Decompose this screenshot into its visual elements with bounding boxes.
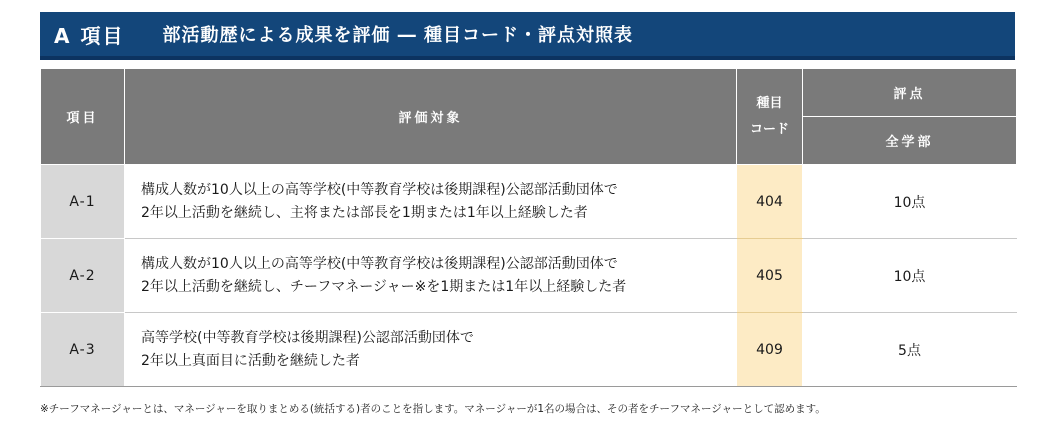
header-target: 評価対象 bbox=[125, 69, 737, 165]
row-score: 10点 bbox=[803, 165, 1017, 239]
row-target bbox=[125, 313, 737, 387]
row-item: A-3 bbox=[41, 313, 125, 387]
row-code: 409 bbox=[737, 313, 803, 387]
header-all-faculties: 全学部 bbox=[803, 117, 1017, 165]
header-item: 項目 bbox=[41, 69, 125, 165]
row-code: 404 bbox=[737, 165, 803, 239]
row-score: 5点 bbox=[803, 313, 1017, 387]
section-title: 部活動歴による成果を評価 ― 種目コード・評点対照表 bbox=[162, 25, 633, 46]
row-target-line2: 2年以上活動を継続し、主将または部長を1期または1年以上経験した者 bbox=[141, 204, 588, 221]
row-target-line2: 2年以上活動を継続し、チーフマネージャー※を1期または1年以上経験した者 bbox=[141, 278, 627, 295]
section-code: A 項目 bbox=[54, 23, 125, 48]
header-score: 評点 bbox=[803, 69, 1017, 117]
footnote: ※チーフマネージャーとは、マネージャーを取りまとめる(統括する)者のことを指します。マネージャーが1名の場合は、その者をチーフマネージャーとして認めます。 bbox=[40, 403, 826, 415]
row-code: 405 bbox=[737, 239, 803, 313]
row-target-line1: 構成人数が10人以上の高等学校(中等教育学校は後期課程)公認部活動団体で bbox=[141, 181, 618, 198]
title-banner bbox=[40, 12, 1015, 60]
row-target bbox=[125, 165, 737, 239]
row-target bbox=[125, 239, 737, 313]
row-target-line1: 高等学校(中等教育学校は後期課程)公認部活動団体で bbox=[141, 329, 474, 346]
table-row bbox=[41, 239, 1017, 313]
header-code-line2: コード bbox=[749, 121, 789, 137]
row-target-line1: 構成人数が10人以上の高等学校(中等教育学校は後期課程)公認部活動団体で bbox=[141, 255, 618, 272]
table-row bbox=[41, 165, 1017, 239]
header-code-line1: 種目 bbox=[756, 95, 783, 111]
header-code bbox=[737, 69, 803, 165]
row-score: 10点 bbox=[803, 239, 1017, 313]
row-item: A-2 bbox=[41, 239, 125, 313]
row-target-line2: 2年以上真面目に活動を継続した者 bbox=[141, 352, 360, 369]
score-table bbox=[40, 68, 1017, 387]
table-row bbox=[41, 313, 1017, 387]
row-item: A-1 bbox=[41, 165, 125, 239]
